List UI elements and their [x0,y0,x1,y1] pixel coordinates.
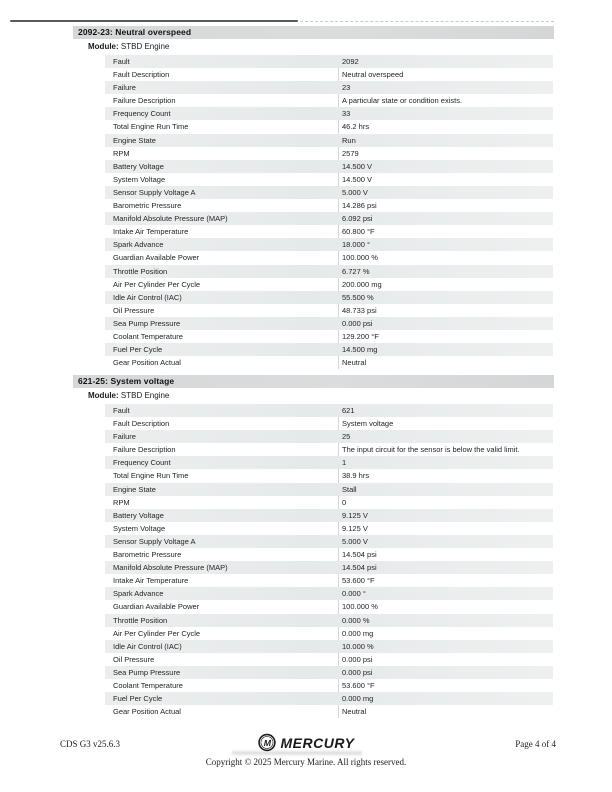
fault-section [73,26,554,369]
mercury-brand [257,733,354,752]
row-value: 14.504 psi [342,550,377,560]
row-label: Manifold Absolute Pressure (MAP) [113,563,228,573]
parameter-table [105,404,553,718]
table-row [105,238,553,251]
footer-app-version: CDS G3 v25.6.3 [60,739,121,749]
row-label: Engine State [113,484,156,494]
table-row [105,186,553,199]
table-row [105,265,553,278]
module-value: STBD Engine [120,42,170,51]
row-label: Sea Pump Pressure [113,318,181,328]
row-label: Failure [113,432,136,442]
table-row [105,94,553,107]
row-label: Intake Air Temperature [113,227,189,237]
row-value: 14.286 psi [342,201,377,211]
table-row [105,147,553,160]
row-value: 5.000 V [342,536,368,546]
table-row [105,251,553,264]
row-label: Battery Voltage [113,510,164,520]
table-row [105,456,553,469]
row-label: Sensor Supply Voltage A [113,536,196,546]
row-label: Gear Position Actual [113,358,181,368]
row-value: 60.800 °F [342,227,375,237]
row-value: Run [342,135,356,145]
row-value: 14.504 psi [342,563,377,573]
table-row [105,134,553,147]
table-row [105,55,553,68]
row-label: Barometric Pressure [113,550,182,560]
scan-artifact-line-faint [300,21,554,22]
row-value: Neutral [342,707,367,717]
table-row [105,317,553,330]
row-label: Fault [113,57,130,66]
row-value: 100.000 % [342,602,378,612]
row-label: Manifold Absolute Pressure (MAP) [113,214,228,224]
row-label: RPM [113,148,130,158]
table-row [105,535,553,548]
row-value: 55.500 % [342,292,374,302]
table-row [105,600,553,613]
table-row [105,509,553,522]
table-row [105,522,553,535]
row-label: RPM [113,497,130,507]
row-label: Failure Description [113,445,176,455]
module-line [73,389,554,402]
table-row [105,430,553,443]
table-row [105,330,553,343]
row-label: Oil Pressure [113,305,155,315]
row-label: Engine State [113,135,156,145]
row-label: Guardian Available Power [113,602,200,612]
row-label: Total Engine Run Time [113,471,189,481]
svg-text:M: M [263,737,272,748]
row-value: 14.500 V [342,161,373,171]
row-label: Battery Voltage [113,161,164,171]
row-value: 129.200 °F [342,331,379,341]
section-title: 2092-23: Neutral overspeed [73,26,554,39]
table-row [105,68,553,81]
table-row [105,666,553,679]
row-label: Failure Description [113,96,176,106]
row-label: Fault Description [113,419,170,429]
row-label: Frequency Count [113,458,171,468]
module-label: Module: [88,42,119,51]
row-value: A particular state or condition exists. [342,96,463,106]
table-row [105,614,553,627]
table-row [105,225,553,238]
row-value: 18.000 ° [342,240,371,250]
row-value: Neutral [342,358,367,368]
mercury-wordmark: MERCURY [280,734,355,751]
row-label: Throttle Position [113,266,168,276]
mercury-logo-icon [257,733,276,752]
row-label: Fault [113,406,130,415]
table-row [105,561,553,574]
table-row [105,705,553,718]
row-label: Failure [113,83,136,93]
table-row [105,291,553,304]
row-label: Barometric Pressure [113,201,182,211]
row-value: 23 [342,83,351,93]
table-row [105,653,553,666]
row-label: Fault Description [113,70,170,80]
row-label: Gear Position Actual [113,707,181,717]
row-value: 9.125 V [342,523,368,533]
row-value: 6.727 % [342,266,370,276]
row-label: Frequency Count [113,109,171,119]
row-value: 46.2 hrs [342,122,370,132]
row-value: 200.000 mg [342,279,382,289]
table-row [105,587,553,600]
table-row [105,469,553,482]
table-row [105,120,553,133]
row-value: 38.9 hrs [342,471,370,481]
row-label: Spark Advance [113,589,164,599]
row-label: System Voltage [113,523,166,533]
module-line [73,40,554,53]
row-value: 0.000 psi [342,318,373,328]
scan-artifact-line [10,20,298,22]
row-value: 53.600 °F [342,680,375,690]
row-label: Idle Air Control (IAC) [113,292,182,302]
row-value: 0 [342,497,347,507]
module-value: STBD Engine [120,391,170,400]
table-row [105,692,553,705]
row-label: System Voltage [113,174,166,184]
row-value: 100.000 % [342,253,378,263]
row-value: 14.500 V [342,174,373,184]
table-row [105,548,553,561]
row-value: 6.092 psi [342,214,373,224]
table-row [105,343,553,356]
row-label: Sea Pump Pressure [113,667,181,677]
table-row [105,496,553,509]
table-row [105,443,553,456]
row-label: Guardian Available Power [113,253,200,263]
table-row [105,404,553,417]
module-label: Module: [88,391,119,400]
row-value: 0.000 % [342,615,370,625]
footer-page-number: Page 4 of 4 [515,739,556,749]
row-value: 0.000 psi [342,667,373,677]
row-value: 9.125 V [342,510,368,520]
table-row [105,107,553,120]
table-row [105,278,553,291]
table-row [105,627,553,640]
row-value: 1 [342,458,347,468]
row-label: Air Per Cylinder Per Cycle [113,279,201,289]
row-label: Air Per Cylinder Per Cycle [113,628,201,638]
row-value: 33 [342,109,351,119]
row-value: 10.000 % [342,641,374,651]
parameter-table [105,55,553,369]
row-label: Oil Pressure [113,654,155,664]
row-label: Total Engine Run Time [113,122,189,132]
row-label: Intake Air Temperature [113,576,189,586]
table-row [105,574,553,587]
row-value: 0.000 mg [342,694,374,704]
row-label: Coolant Temperature [113,331,183,341]
row-value: 5.000 V [342,187,368,197]
row-value: 53.600 °F [342,576,375,586]
section-title: 621-25: System voltage [73,375,554,388]
table-row [105,356,553,369]
table-row [105,679,553,692]
table-row [105,199,553,212]
row-value: Neutral overspeed [342,70,404,80]
row-label: Spark Advance [113,240,164,250]
row-label: Fuel Per Cycle [113,694,163,704]
row-value: 14.500 mg [342,345,378,355]
row-label: Throttle Position [113,615,168,625]
row-value: The input circuit for the sensor is below the valid limit. [342,445,520,455]
row-label: Idle Air Control (IAC) [113,641,182,651]
row-value: System voltage [342,419,394,429]
row-label: Sensor Supply Voltage A [113,187,196,197]
fault-section [73,375,554,718]
table-row [105,212,553,225]
table-row [105,173,553,186]
row-value: 0.000 mg [342,628,374,638]
table-row [105,304,553,317]
footer-copyright: Copyright © 2025 Mercury Marine. All rights reserved. [205,757,407,767]
table-row [105,81,553,94]
row-value: 2579 [342,148,359,158]
table-row [105,417,553,430]
row-value: 0.000 psi [342,654,373,664]
row-label: Fuel Per Cycle [113,345,163,355]
table-row [105,640,553,653]
row-value: 25 [342,432,351,442]
row-value: Stall [342,484,357,494]
table-row [105,160,553,173]
row-value: 48.733 psi [342,305,377,315]
table-row [105,483,553,496]
row-value: 0.000 ° [342,589,366,599]
row-value: 621 [342,406,355,415]
row-value: 2092 [342,57,359,66]
row-label: Coolant Temperature [113,680,183,690]
